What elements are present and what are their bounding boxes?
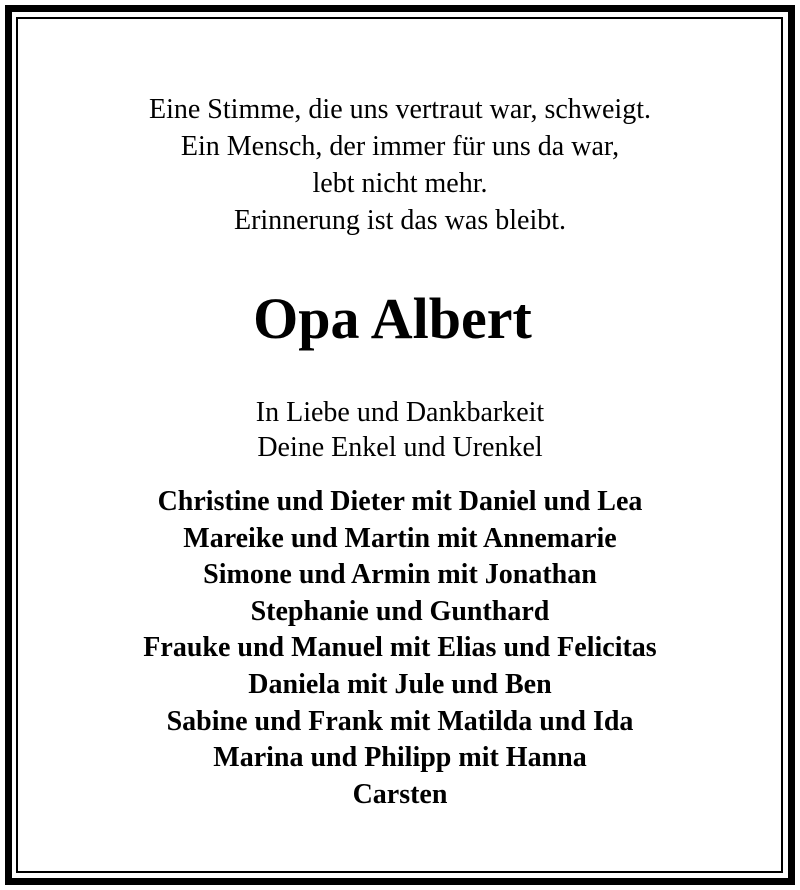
mourner-line: Stephanie und Gunthard: [250, 595, 550, 627]
poem-line: Erinnerung ist das was bleibt.: [233, 205, 567, 236]
deceased-name: Opa Albert: [253, 286, 532, 351]
dedication: [0, 395, 800, 465]
mourner-line: Daniela mit Jule und Ben: [248, 668, 552, 700]
dedication-line: Deine Enkel und Urenkel: [257, 432, 543, 463]
poem-line: Eine Stimme, die uns vertraut war, schweigt.: [149, 94, 651, 125]
mourner-line: Christine und Dieter mit Daniel und Lea: [157, 486, 643, 517]
mourners-list: [0, 484, 800, 813]
mourner-line: Carsten: [352, 778, 448, 810]
dedication-line: In Liebe und Dankbarkeit: [255, 397, 545, 428]
poem-line: lebt nicht mehr.: [312, 168, 488, 199]
memorial-poem: [0, 91, 800, 239]
mourner-line: Marina und Philipp mit Hanna: [213, 742, 587, 774]
mourner-line: Simone und Armin mit Jonathan: [203, 559, 597, 591]
poem-line: Ein Mensch, der immer für uns da war,: [180, 131, 620, 162]
mourner-line: Frauke und Manuel mit Elias und Felicitas: [143, 632, 657, 664]
mourner-line: Mareike und Martin mit Annemarie: [183, 522, 617, 554]
mourner-line: Sabine und Frank mit Matilda und Ida: [166, 705, 634, 737]
